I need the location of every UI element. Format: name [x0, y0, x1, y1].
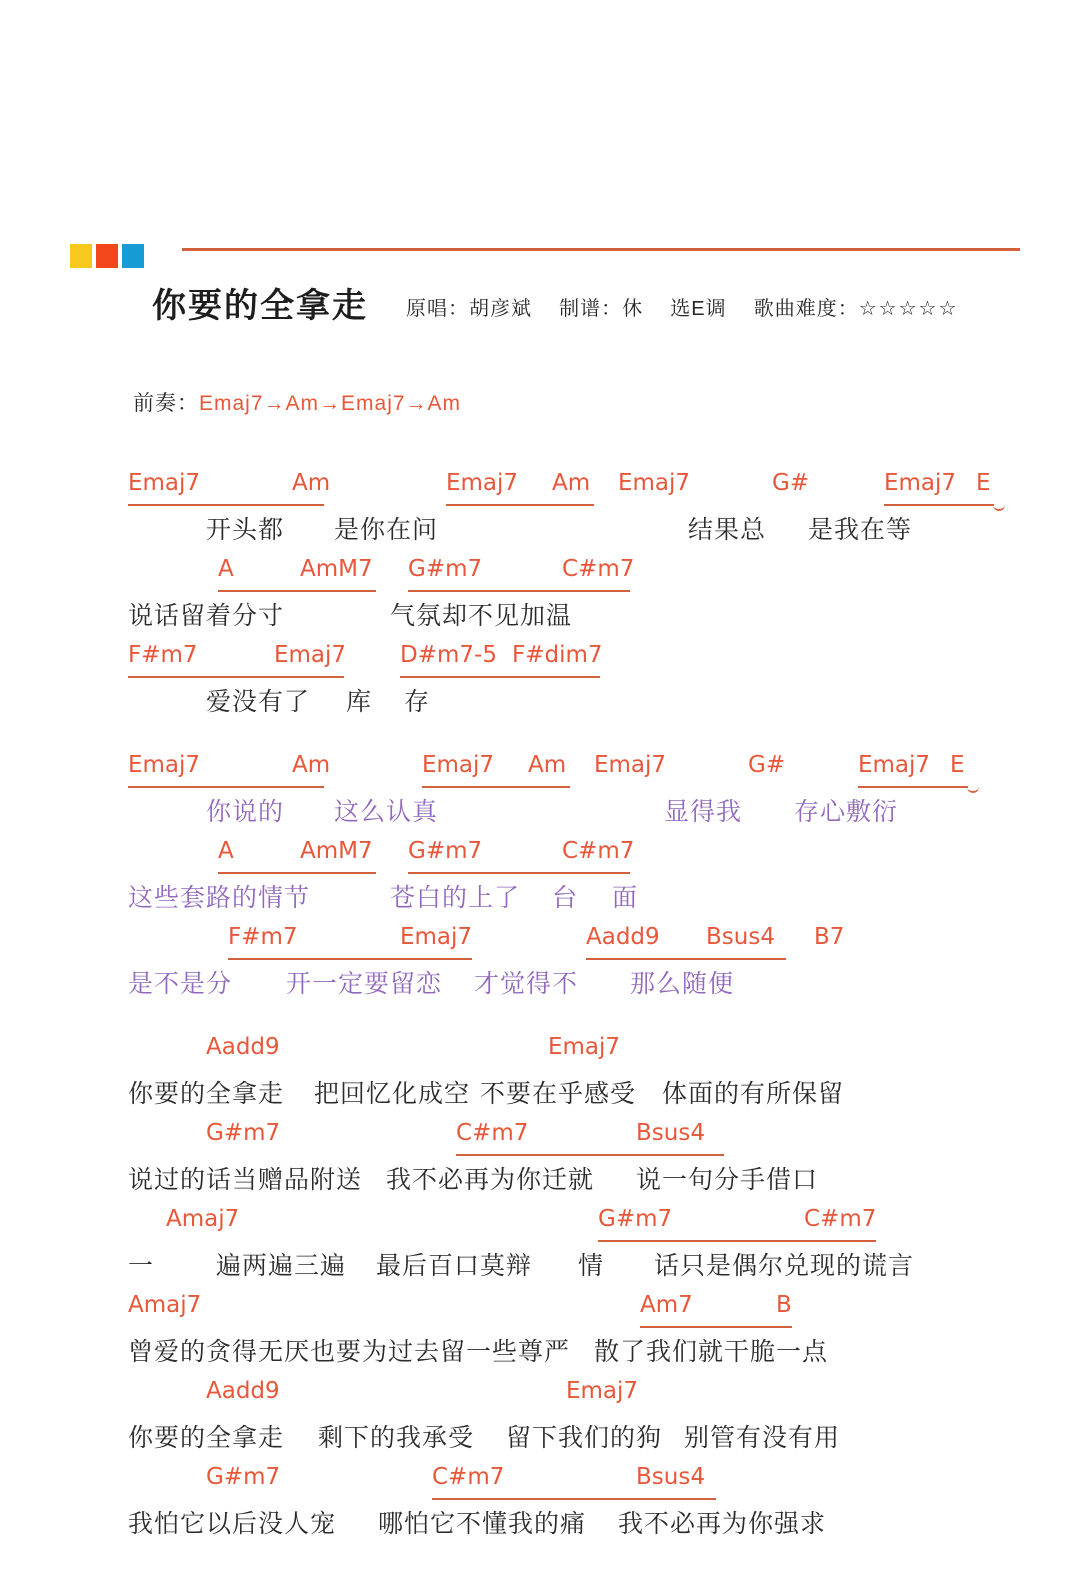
song-line: [128, 1034, 1048, 1120]
chord-label: Emaj7: [128, 470, 201, 496]
chord-label: Emaj7: [548, 1034, 621, 1060]
section-verse-1: [128, 470, 1048, 728]
chord-underline: [586, 958, 786, 960]
chord-label: Bsus4: [636, 1464, 705, 1490]
chord-row: [128, 1378, 1048, 1418]
song-body: [128, 470, 1048, 1574]
chord-label: E: [950, 752, 965, 778]
lyric-segment: 剩下的我承受: [318, 1424, 475, 1452]
lyric-segment: 你要的全拿走: [128, 1080, 285, 1108]
song-line: [128, 1120, 1048, 1206]
lyric-segment: 说过的话当赠品附送: [128, 1166, 363, 1194]
lyric-segment: 苍白的上了: [390, 884, 521, 912]
chord-underline-wavy: [858, 786, 968, 788]
lyric-segment: 才觉得不: [474, 970, 579, 998]
chord-label: Emaj7: [566, 1378, 639, 1404]
chord-label: Emaj7: [858, 752, 931, 778]
lyric-row: [128, 964, 1048, 1010]
song-line: [128, 470, 1048, 556]
lyric-segment: 一: [128, 1252, 155, 1280]
chord-underline: [456, 1154, 724, 1156]
chord-underline: [218, 590, 376, 592]
chord-label: Amaj7: [128, 1292, 202, 1318]
chord-label: Am: [292, 470, 331, 496]
song-line: [128, 1464, 1048, 1550]
lyric-segment: 遍两遍三遍: [216, 1252, 347, 1280]
lyric-segment: 那么随便: [630, 970, 735, 998]
chord-underline: [640, 1326, 792, 1328]
chord-label: F#m7: [228, 924, 298, 950]
lyric-row: [128, 792, 1048, 838]
song-meta: [406, 292, 958, 321]
chord-underline: [432, 1498, 716, 1500]
chord-label: E: [976, 470, 991, 496]
chord-label: Amaj7: [166, 1206, 240, 1232]
chord-label: B: [776, 1292, 792, 1318]
lyric-segment: 留下我们的狗: [506, 1424, 663, 1452]
chord-underline: [218, 872, 376, 874]
chord-label: AmM7: [300, 556, 373, 582]
prelude-label: 前奏：: [133, 392, 199, 415]
chord-label: Aadd9: [206, 1034, 280, 1060]
page-title: 你要的全拿走: [152, 287, 368, 325]
chord-label: C#m7: [804, 1206, 877, 1232]
chord-underline: [128, 504, 324, 506]
chord-row: [128, 1120, 1048, 1160]
lyric-segment: 气氛却不见加温: [390, 602, 573, 630]
song-line: [128, 556, 1048, 642]
meta-original-singer: 原唱：胡彦斌: [406, 298, 532, 320]
lyric-segment: 面: [612, 884, 639, 912]
song-line: [128, 1292, 1048, 1378]
meta-key: 选E调: [670, 298, 727, 320]
title-row: [152, 278, 958, 327]
lyric-row: [128, 1246, 1048, 1292]
chord-label: Bsus4: [706, 924, 775, 950]
logo-square-yellow: [70, 244, 92, 268]
lyric-segment: 显得我: [664, 798, 743, 826]
lyric-segment: 话只是偶尔兑现的谎言: [654, 1252, 915, 1280]
chord-label: G#m7: [206, 1464, 281, 1490]
chord-label: F#dim7: [512, 642, 603, 668]
chord-underline: [446, 504, 594, 506]
chord-label: Am: [292, 752, 331, 778]
chord-label: F#m7: [128, 642, 198, 668]
lyric-segment: 开一定要留恋: [286, 970, 443, 998]
chord-row: [128, 1292, 1048, 1332]
lyric-segment: 情: [578, 1252, 605, 1280]
meta-difficulty-stars: ☆☆☆☆☆: [858, 298, 959, 320]
lyric-segment: 说一句分手借口: [636, 1166, 819, 1194]
lyric-row: [128, 1074, 1048, 1120]
chord-label: A: [218, 838, 234, 864]
lyric-segment: 把回忆化成空: [314, 1080, 471, 1108]
lyric-segment: 库: [346, 688, 373, 716]
song-line: [128, 1378, 1048, 1464]
chord-label: Am: [552, 470, 591, 496]
chord-label: G#: [748, 752, 786, 778]
chord-underline-wavy: [884, 504, 994, 506]
lyric-segment: 是我在等: [808, 516, 913, 544]
chord-label: Bsus4: [636, 1120, 705, 1146]
lyric-segment: 我不必再为你强求: [618, 1510, 827, 1538]
chord-row: [128, 642, 1048, 682]
chord-row: [128, 1206, 1048, 1246]
chord-label: Am7: [640, 1292, 693, 1318]
lyric-row: [128, 510, 1048, 556]
lyric-row: [128, 682, 1048, 728]
lyric-segment: 这么认真: [334, 798, 439, 826]
prelude-chords: Emaj7→Am→Emaj7→Am: [199, 392, 462, 415]
song-line: [128, 752, 1048, 838]
chord-label: B7: [814, 924, 845, 950]
lyric-segment: 散了我们就干脆一点: [594, 1338, 829, 1366]
lyric-segment: 爱没有了: [206, 688, 311, 716]
chord-label: A: [218, 556, 234, 582]
lyric-segment: 别管有没有用: [684, 1424, 841, 1452]
lyric-segment: 你要的全拿走: [128, 1424, 285, 1452]
meta-arranger: 制谱：休: [559, 298, 644, 320]
chord-label: C#m7: [562, 556, 635, 582]
chord-label: G#m7: [408, 556, 483, 582]
lyric-segment: 你说的: [206, 798, 285, 826]
section-chorus: [128, 1034, 1048, 1550]
chord-label: Emaj7: [446, 470, 519, 496]
lyric-segment: 最后百口莫辩: [376, 1252, 533, 1280]
chord-label: C#m7: [562, 838, 635, 864]
lyric-row: [128, 596, 1048, 642]
lyric-row: [128, 878, 1048, 924]
chord-label: Emaj7: [884, 470, 957, 496]
chord-row: [128, 1034, 1048, 1074]
lyric-segment: 我怕它以后没人宠: [128, 1510, 337, 1538]
chord-underline: [408, 872, 630, 874]
lyric-segment: 不要在乎感受: [480, 1080, 637, 1108]
lyric-segment: 结果总: [688, 516, 767, 544]
lyric-segment: 是不是分: [128, 970, 233, 998]
meta-difficulty-label: 歌曲难度：: [753, 298, 859, 320]
lyric-segment: 存: [404, 688, 431, 716]
lyric-segment: 台: [552, 884, 579, 912]
chord-label: AmM7: [300, 838, 373, 864]
lyric-row: [128, 1504, 1048, 1550]
chord-underline: [128, 786, 324, 788]
chord-label: Am: [528, 752, 567, 778]
logo-square-red: [96, 244, 118, 268]
chord-label: D#m7-5: [400, 642, 497, 668]
chord-label: Emaj7: [128, 752, 201, 778]
lyric-segment: 是你在问: [334, 516, 439, 544]
lyric-segment: 哪怕它不懂我的痛: [378, 1510, 587, 1538]
song-line: [128, 642, 1048, 728]
section-verse-2: [128, 752, 1048, 1010]
lyric-row: [128, 1332, 1048, 1378]
prelude-line: [133, 387, 461, 417]
chord-underline: [408, 590, 630, 592]
chord-label: G#m7: [408, 838, 483, 864]
chord-row: [128, 924, 1048, 964]
chord-label: Emaj7: [422, 752, 495, 778]
lyric-segment: 说话留着分寸: [128, 602, 285, 630]
chord-label: Aadd9: [206, 1378, 280, 1404]
lyric-row: [128, 1160, 1048, 1206]
lyric-segment: 这些套路的情节: [128, 884, 311, 912]
chord-label: G#: [772, 470, 810, 496]
chord-label: G#m7: [598, 1206, 673, 1232]
song-line: [128, 1206, 1048, 1292]
logo-squares: [70, 244, 144, 268]
chord-row: [128, 470, 1048, 510]
chord-label: Emaj7: [400, 924, 473, 950]
song-line: [128, 838, 1048, 924]
chord-label: C#m7: [456, 1120, 529, 1146]
lyric-segment: 开头都: [206, 516, 285, 544]
chord-underline: [400, 676, 600, 678]
chord-label: Emaj7: [594, 752, 667, 778]
song-line: [128, 924, 1048, 1010]
chord-row: [128, 556, 1048, 596]
chord-row: [128, 752, 1048, 792]
lyric-segment: 曾爱的贪得无厌也要为过去留一些尊严: [128, 1338, 571, 1366]
lyric-segment: 我不必再为你迁就: [386, 1166, 595, 1194]
lyric-segment: 体面的有所保留: [662, 1080, 845, 1108]
chord-underline: [128, 676, 344, 678]
chord-underline: [228, 958, 472, 960]
lyric-segment: 存心敷衍: [794, 798, 899, 826]
chord-label: Emaj7: [618, 470, 691, 496]
chord-underline: [422, 786, 570, 788]
chord-underline: [598, 1240, 876, 1242]
chord-row: [128, 1464, 1048, 1504]
header-divider-rule: [182, 248, 1020, 251]
chord-label: G#m7: [206, 1120, 281, 1146]
lyric-row: [128, 1418, 1048, 1464]
chord-label: Aadd9: [586, 924, 660, 950]
chord-label: Emaj7: [274, 642, 347, 668]
chord-row: [128, 838, 1048, 878]
logo-square-blue: [122, 244, 144, 268]
chord-label: C#m7: [432, 1464, 505, 1490]
